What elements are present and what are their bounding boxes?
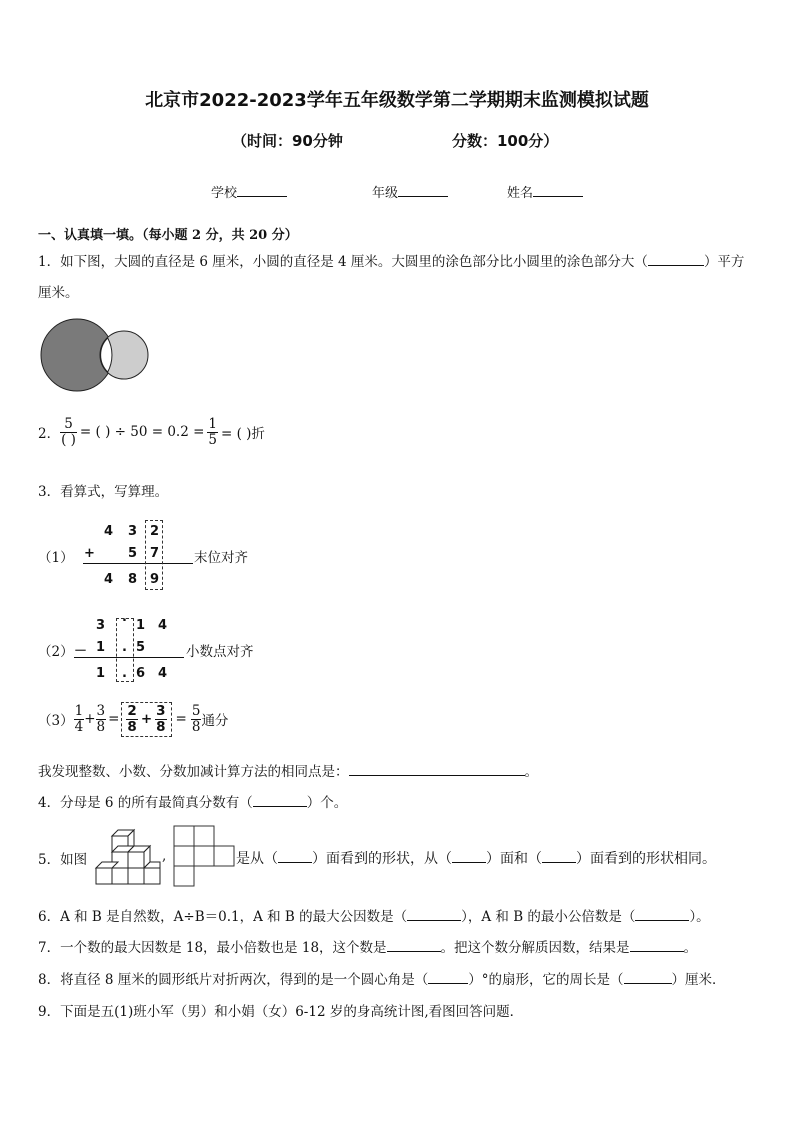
- digit: 4: [104, 524, 114, 539]
- question-4-end: ）个。: [306, 795, 348, 811]
- question-5-text-3: ）面和（: [486, 851, 542, 867]
- digit: 4: [158, 666, 168, 681]
- question-2-number: 2．: [38, 426, 61, 443]
- question-6: [38, 905, 710, 925]
- question-5-text: 是从（: [236, 851, 278, 867]
- question-8-mid: ）°的扇形，它的周长是（: [468, 972, 624, 988]
- question-5-text-2: ）面看到的形状，从（: [312, 851, 452, 867]
- name-field: [507, 182, 583, 201]
- question-5-text-4: ）面看到的形状相同。: [576, 851, 716, 867]
- conclusion-blank[interactable]: [349, 775, 525, 776]
- grade-blank[interactable]: [398, 196, 448, 197]
- school-label: 学校: [211, 186, 238, 201]
- plus-sign: +: [140, 711, 153, 728]
- digit: 3: [96, 618, 106, 633]
- digit: 3: [128, 524, 138, 539]
- name-blank[interactable]: [533, 196, 583, 197]
- part-1-label: （1）: [38, 550, 74, 566]
- question-8-blank-2[interactable]: [624, 983, 672, 984]
- decimal-point: .: [122, 610, 127, 625]
- question-1-blank[interactable]: [648, 265, 704, 266]
- question-5-prefix: 5．如图: [38, 852, 88, 868]
- question-2-end: = ( )折: [220, 426, 265, 443]
- fraction-5-8: [191, 704, 202, 735]
- fraction-numerator: 1: [74, 703, 84, 719]
- digit: 7: [150, 546, 160, 561]
- decimal-point: .: [122, 640, 127, 655]
- question-4: [38, 791, 347, 811]
- question-1-line2: 厘米。: [38, 285, 79, 301]
- school-field: [211, 182, 287, 201]
- digit: 6: [136, 666, 146, 681]
- exam-time: （时间：90分钟: [232, 132, 343, 150]
- fraction-numerator: 5: [191, 703, 201, 719]
- fraction-numerator: 5: [64, 416, 73, 432]
- question-2: [38, 417, 265, 448]
- fraction-numerator: 2: [127, 703, 137, 719]
- question-9: 9．下面是五(1)班小军（男）和小娟（女）6-12 岁的身高统计图,看图回答问题．: [38, 1004, 524, 1020]
- question-3-intro: 3．看算式，写算理。: [38, 484, 169, 500]
- circles-figure: [40, 316, 155, 396]
- question-7: [38, 936, 697, 956]
- question-7-text: 7．一个数的最大因数是 18，最小倍数也是 18，这个数是: [38, 940, 387, 956]
- digit: 5: [136, 640, 146, 655]
- part-2-label: （2）: [38, 644, 74, 660]
- cube-stack-figure: [90, 826, 167, 886]
- dashed-fraction-box: [121, 702, 171, 737]
- part-3-note: 通分: [201, 713, 229, 730]
- fraction-denominator: 5: [208, 431, 217, 448]
- digit: 4: [104, 572, 114, 587]
- part-1-note: 末位对齐: [194, 550, 248, 566]
- fraction-3-8: [155, 704, 166, 735]
- dashed-decimal-box: [116, 618, 134, 682]
- fraction-denominator-blank[interactable]: ( ): [61, 431, 76, 448]
- fraction-3-8: [96, 704, 107, 735]
- dashed-column-box: [145, 520, 163, 590]
- question-6-blank-1[interactable]: [407, 920, 461, 921]
- digit: 1: [96, 640, 106, 655]
- grade-field: [372, 182, 448, 201]
- digit: 1: [136, 618, 146, 633]
- question-8: [38, 968, 726, 988]
- section-heading: 一、认真填一填。（每小题 2 分，共 20 分）: [38, 228, 298, 243]
- question-6-end: ）。: [689, 909, 710, 925]
- grade-label: 年级: [372, 186, 399, 201]
- digit: 5: [128, 546, 138, 561]
- fraction-5-over-blank: [60, 417, 77, 448]
- question-6-text: 6．A 和 B 是自然数，A÷B＝0.1，A 和 B 的最大公因数是（: [38, 909, 408, 925]
- part-3-label: （3）: [38, 713, 74, 730]
- question-7-blank-2[interactable]: [630, 951, 684, 952]
- question-8-blank-1[interactable]: [428, 983, 468, 984]
- question-8-end: ）厘米．: [671, 972, 726, 988]
- question-7-blank-1[interactable]: [387, 951, 441, 952]
- digit: 1: [96, 666, 106, 681]
- minus-sign: －: [74, 644, 88, 659]
- question-4-text: 4．分母是 6 的所有最简真分数有（: [38, 795, 253, 811]
- fraction-numerator: 3: [156, 703, 166, 719]
- fraction-denominator: 8: [191, 718, 201, 735]
- page-title: 北京市2022-2023学年五年级数学第二学期期末监测模拟试题: [145, 90, 649, 111]
- digit: 2: [150, 524, 160, 539]
- question-6-blank-2[interactable]: [635, 920, 689, 921]
- fraction-1-4: [74, 704, 85, 735]
- digit: 8: [128, 572, 138, 587]
- grid-view-figure: [172, 824, 238, 888]
- name-label: 姓名: [507, 186, 534, 201]
- fraction-numerator: 3: [96, 703, 106, 719]
- question-5-comma: ,: [162, 848, 167, 864]
- question-1-text: 1．如下图，大圆的直径是 6 厘米，小圆的直径是 4 厘米。大圆里的涂色部分比小圆里的涂色部分大（: [38, 254, 648, 270]
- decimal-point: .: [122, 666, 127, 681]
- part-2-note: 小数点对齐: [186, 644, 254, 660]
- exam-score: 分数：100分）: [452, 132, 559, 150]
- plus-sign: +: [84, 546, 95, 561]
- question-5: [236, 848, 716, 868]
- digit: 4: [158, 618, 168, 633]
- fraction-denominator: 8: [96, 718, 106, 735]
- fraction-denominator: 8: [156, 718, 166, 735]
- question-2-middle: = ( ) ÷ 50 = 0.2 =: [79, 424, 205, 441]
- digit: 9: [150, 572, 160, 587]
- part-3: [38, 702, 228, 737]
- fraction-denominator: 4: [74, 718, 84, 735]
- question-3-conclusion: [38, 760, 538, 780]
- conclusion-text: 我发现整数、小数、分数加减计算方法的相同点是：: [38, 764, 349, 780]
- question-6-mid: ），A 和 B 的最小公倍数是（: [461, 909, 636, 925]
- question-7-end: 。: [683, 940, 698, 956]
- question-5-blank-1[interactable]: [278, 862, 312, 863]
- fraction-2-8: [126, 704, 137, 735]
- question-5-blank-3[interactable]: [542, 862, 576, 863]
- question-1-line1: [38, 250, 744, 270]
- fraction-1-over-5: [207, 417, 218, 448]
- school-blank[interactable]: [237, 196, 287, 197]
- fraction-denominator: 8: [127, 718, 137, 735]
- question-7-mid: 。把这个数分解质因数，结果是: [440, 940, 630, 956]
- sum-line: [83, 563, 193, 564]
- question-1-text-end: ）平方: [703, 254, 745, 270]
- question-8-text: 8．将直径 8 厘米的圆形纸片对折两次，得到的是一个圆心角是（: [38, 972, 429, 988]
- conclusion-end: 。: [524, 764, 538, 780]
- equals-sign: =: [108, 711, 120, 728]
- equals-sign: =: [175, 711, 187, 728]
- plus-sign: +: [84, 711, 96, 728]
- question-5-blank-2[interactable]: [452, 862, 486, 863]
- fraction-numerator: 1: [208, 416, 217, 432]
- question-4-blank[interactable]: [253, 806, 307, 807]
